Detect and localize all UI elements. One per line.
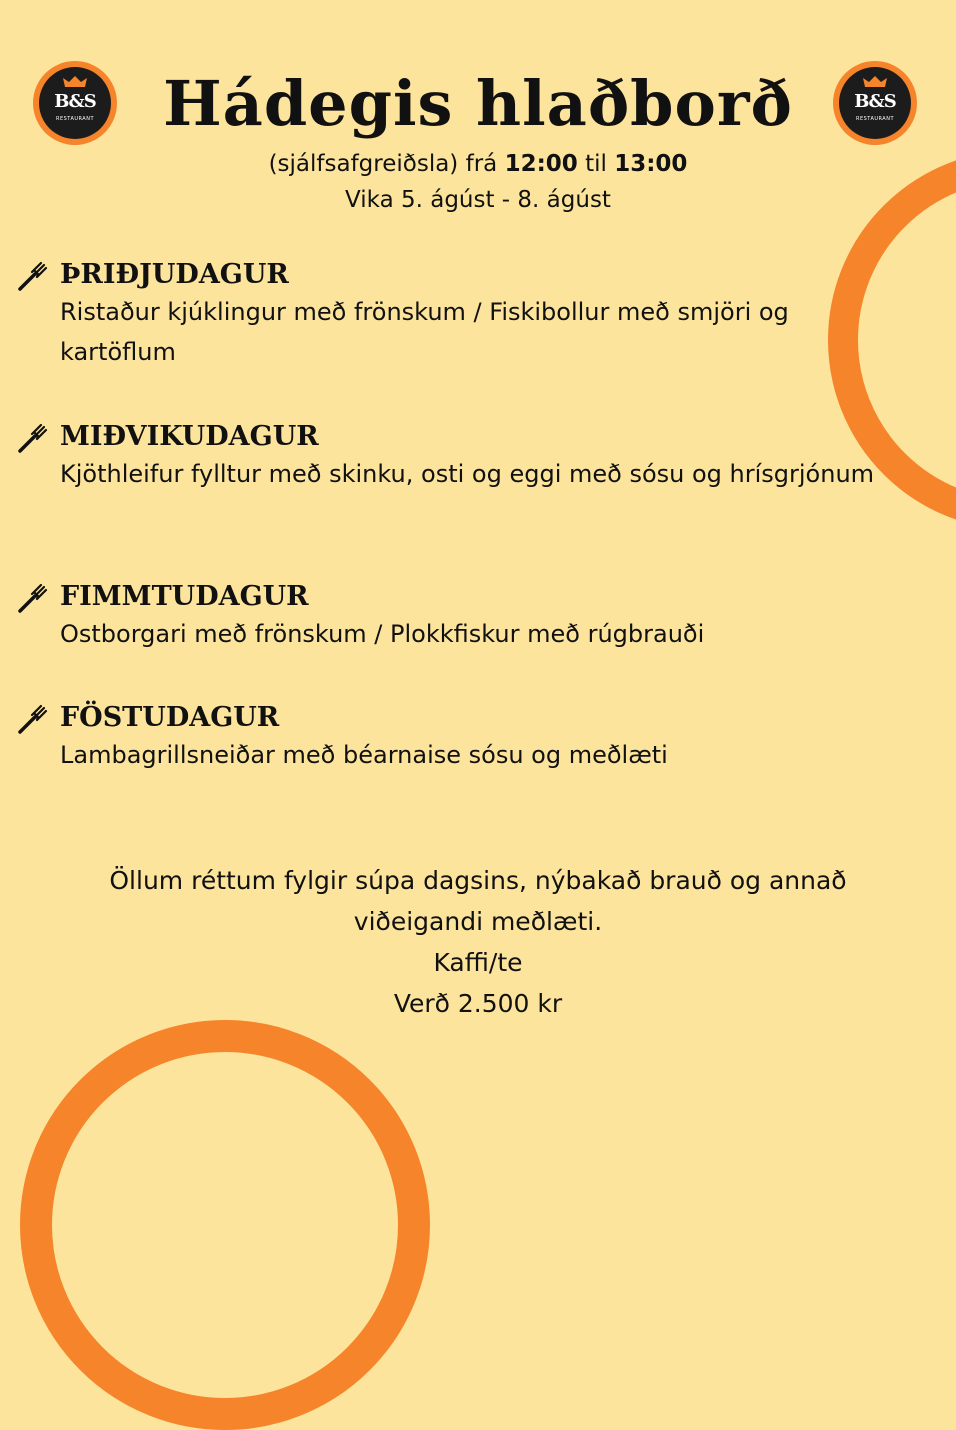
footer-sides: Öllum réttum fylgir súpa dagsins, nýbakað brauð og annað viðeigandi meðlæti.: [109, 866, 847, 936]
day-name: FIMMTUDAGUR: [60, 580, 309, 612]
serving-time-end: 13:00: [614, 151, 688, 177]
fork-icon: [16, 699, 52, 735]
serving-time-start: 12:00: [504, 151, 578, 177]
crown-icon: [39, 76, 111, 88]
serving-time: [0, 149, 956, 179]
serving-time-mid: til: [577, 151, 615, 177]
logo-subtitle: RESTAURANT: [55, 116, 95, 122]
day-friday: [16, 699, 896, 775]
dish-description: Ristaður kjúklingur með frönskum / Fiskibollur með smjöri og kartöflum: [60, 298, 789, 366]
logo-subtitle: RESTAURANT: [855, 116, 895, 122]
week-range: Vika 5. ágúst - 8. ágúst: [345, 187, 611, 213]
footer-drinks: Kaffi/te: [433, 948, 523, 977]
footer-price: Verð 2.500 kr: [393, 989, 563, 1018]
fork-icon: [16, 578, 52, 614]
day-name: MIÐVIKUDAGUR: [60, 420, 319, 452]
logo-left: [33, 61, 117, 145]
fork-icon: [16, 256, 52, 292]
decorative-ring-bottom: [20, 1020, 430, 1430]
dish-description: Ostborgari með frönskum / Plokkfiskur með rúgbrauði: [60, 620, 705, 648]
logo-name: B&S: [854, 91, 896, 112]
crown-icon: [839, 76, 911, 88]
dish-description: Lambagrillsneiðar með béarnaise sósu og meðlæti: [60, 741, 668, 769]
day-thursday: [16, 578, 896, 654]
day-tuesday: [16, 256, 896, 372]
footer-info: [80, 860, 876, 1024]
page-title: Hádegis hlaðborð: [163, 67, 793, 140]
day-name: ÞRIÐJUDAGUR: [60, 258, 289, 290]
logo-right: [833, 61, 917, 145]
serving-time-prefix: (sjálfsafgreiðsla) frá: [268, 151, 505, 177]
dish-description: Kjöthleifur fylltur með skinku, osti og eggi með sósu og hrísgrjónum: [60, 460, 875, 488]
fork-icon: [16, 418, 52, 454]
day-name: FÖSTUDAGUR: [60, 701, 280, 733]
logo-name: B&S: [54, 91, 96, 112]
day-wednesday: [16, 418, 896, 494]
